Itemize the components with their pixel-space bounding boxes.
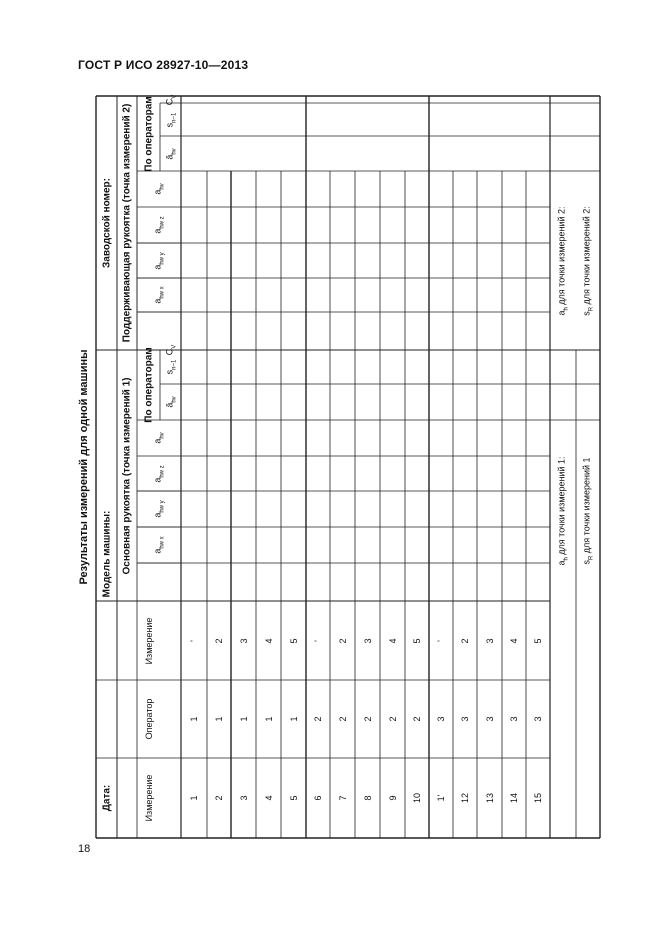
row-operator: 1: [238, 716, 249, 722]
row-trial: 5: [533, 637, 543, 644]
col-ahv-2: $a_{hv}$: [152, 183, 166, 195]
row-number: 12: [460, 792, 470, 804]
col-mean-2: $ā_{hv}$: [164, 147, 177, 160]
row-number: 14: [509, 792, 519, 804]
by-operators-2: По операторам: [143, 95, 154, 172]
trial-header: Измерение: [144, 617, 154, 664]
date-label: Дата:: [101, 784, 112, 812]
footer-ah-2: $a_h$ для точки измерений 2:: [556, 205, 570, 316]
measurement-header: Измерение: [144, 774, 154, 822]
col-ahv-1: $a_{hv}$: [152, 432, 166, 444]
row-operator: 2: [337, 716, 348, 722]
page-number: 18: [78, 843, 91, 855]
col-ahwy-1: $a_{hw y}$: [152, 500, 166, 518]
caption-text: Результаты измерений для одной машины: [78, 349, 90, 585]
standard-header: ГОСТ Р ИСО 28927-10—2013: [78, 58, 249, 72]
row-number: 1: [189, 795, 199, 801]
row-number: 5: [288, 795, 299, 801]
row-operator: 3: [436, 716, 446, 722]
row-trial: ': [189, 639, 199, 642]
col-ahwy-2: $a_{hw y}$: [152, 251, 166, 270]
group2-title: Поддерживающая рукоятка (точка измерений 2): [121, 103, 133, 343]
row-trial: 5: [412, 637, 422, 644]
col-ahwz-1: $a_{hw z}$: [152, 464, 166, 483]
row-trial: 5: [288, 637, 299, 644]
col-cv-2: $C_V$: [164, 94, 177, 105]
footer-sr-2: $s_R$ для точки измерений 2:: [581, 205, 595, 316]
row-number: 9: [387, 795, 398, 801]
row-number: 4: [263, 795, 274, 801]
row-operator: 3: [484, 716, 495, 722]
row-trial: ': [436, 639, 446, 642]
col-ahwx-2: $a_{hw x}$: [152, 286, 166, 304]
row-operator: 3: [460, 716, 470, 722]
footer-sr-1: $s_R$ для точки измерений 1: [581, 456, 595, 565]
row-operator: 2: [387, 716, 398, 722]
row-operator: 2: [313, 716, 323, 722]
row-number: 7: [337, 795, 348, 801]
row-operator: 1: [189, 716, 199, 722]
col-sn1-2: $s_{n-1}$: [164, 112, 177, 127]
row-operator: 1: [214, 716, 224, 722]
row-trial: 3: [362, 637, 373, 644]
by-operators-1: По операторам: [143, 347, 154, 423]
col-ahwz-2: $a_{hw z}$: [152, 216, 166, 234]
row-operator: 2: [412, 716, 422, 722]
col-mean-1: $ā_{hv}$: [164, 396, 177, 408]
row-number: 8: [362, 795, 373, 801]
row-trial: 4: [263, 637, 274, 644]
col-ahwx-1: $a_{hw x}$: [152, 536, 166, 554]
row-number: 6: [313, 795, 323, 801]
model-label: Модель машины:: [101, 510, 112, 598]
row-trial: 2: [214, 637, 224, 644]
row-operator: 2: [362, 716, 373, 722]
row-number: 3: [238, 795, 249, 801]
row-trial: 2: [337, 637, 348, 644]
row-trial: 2: [460, 637, 470, 644]
col-sn1-1: $s_{n-1}$: [164, 359, 177, 375]
row-trial: 3: [238, 637, 249, 644]
row-number: 1': [436, 794, 446, 802]
row-trial: 4: [509, 637, 519, 644]
row-operator: 3: [509, 716, 519, 722]
group1-title: Основная рукоятка (точка измерений 1): [121, 377, 133, 574]
row-operator: 3: [533, 716, 543, 722]
row-operator: 1: [263, 716, 274, 722]
row-trial: 3: [484, 637, 495, 644]
row-trial: ': [313, 639, 323, 642]
footer-ah-1: $a_h$ для точки измерений 1:: [556, 455, 570, 566]
row-trial: 4: [387, 637, 398, 644]
row-operator: 1: [288, 716, 299, 722]
row-number: 10: [412, 792, 422, 804]
row-number: 15: [533, 792, 543, 804]
row-number: 2: [214, 795, 224, 801]
operator-header: Оператор: [144, 698, 154, 740]
serial-label: Заводской номер:: [101, 178, 112, 268]
row-number: 13: [484, 792, 495, 804]
